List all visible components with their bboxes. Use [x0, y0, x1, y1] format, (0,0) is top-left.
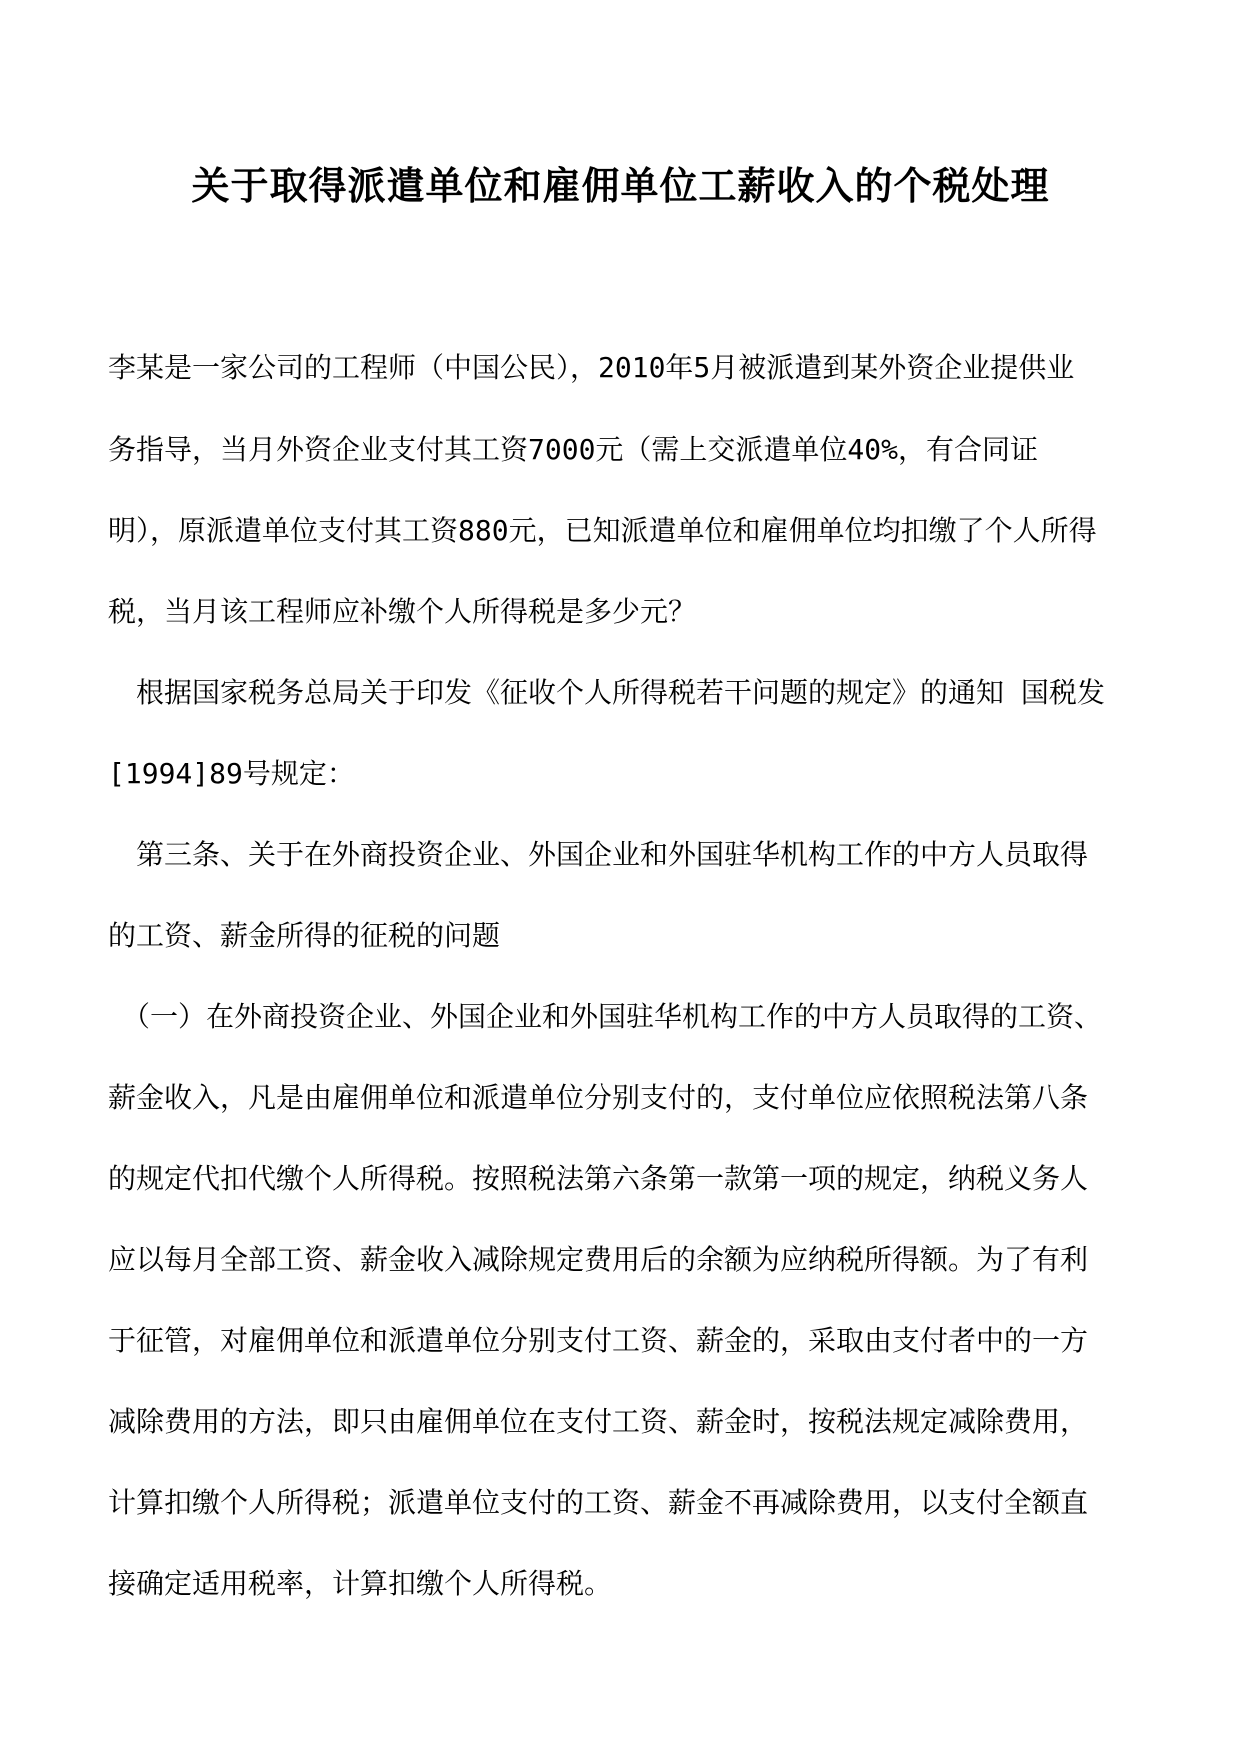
paragraph-line: 第三条、关于在外商投资企业、外国企业和外国驻华机构工作的中方人员取得 [108, 838, 1089, 871]
paragraph-line: 薪金收入，凡是由雇佣单位和派遣单位分别支付的，支付单位应依照税法第八条 [108, 1081, 1089, 1114]
paragraph-line: 的工资、薪金所得的征税的问题 [108, 919, 501, 952]
document-title: 关于取得派遣单位和雇佣单位工薪收入的个税处理 [191, 163, 1050, 208]
paragraph-line: 计算扣缴个人所得税；派遣单位支付的工资、薪金不再减除费用，以支付全额直 [108, 1486, 1089, 1519]
paragraph-line: 的规定代扣代缴个人所得税。按照税法第六条第一款第一项的规定，纳税义务人 [108, 1162, 1089, 1195]
paragraph-line: 税，当月该工程师应补缴个人所得税是多少元？ [108, 595, 697, 628]
paragraph-line: 于征管，对雇佣单位和派遣单位分别支付工资、薪金的，采取由支付者中的一方 [108, 1324, 1089, 1357]
paragraph-line: 根据国家税务总局关于印发《征收个人所得税若干问题的规定》的通知 国税发 [108, 676, 1105, 709]
paragraph-line: 接确定适用税率，计算扣缴个人所得税。 [108, 1567, 613, 1600]
paragraph-line: （一）在外商投资企业、外国企业和外国驻华机构工作的中方人员取得的工资、 [108, 1000, 1103, 1033]
paragraph-line: [1994]89号规定： [108, 757, 355, 790]
paragraph-line: 应以每月全部工资、薪金收入减除规定费用后的余额为应纳税所得额。为了有利 [108, 1243, 1089, 1276]
paragraph-line: 明），原派遣单位支付其工资880元，已知派遣单位和雇佣单位均扣缴了个人所得 [108, 514, 1097, 547]
paragraph-line: 务指导，当月外资企业支付其工资7000元（需上交派遣单位40%，有合同证 [108, 433, 1039, 466]
paragraph-line: 减除费用的方法，即只由雇佣单位在支付工资、薪金时，按税法规定减除费用， [108, 1405, 1089, 1438]
paragraph-line: 李某是一家公司的工程师（中国公民），2010年5月被派遣到某外资企业提供业 [108, 351, 1075, 384]
